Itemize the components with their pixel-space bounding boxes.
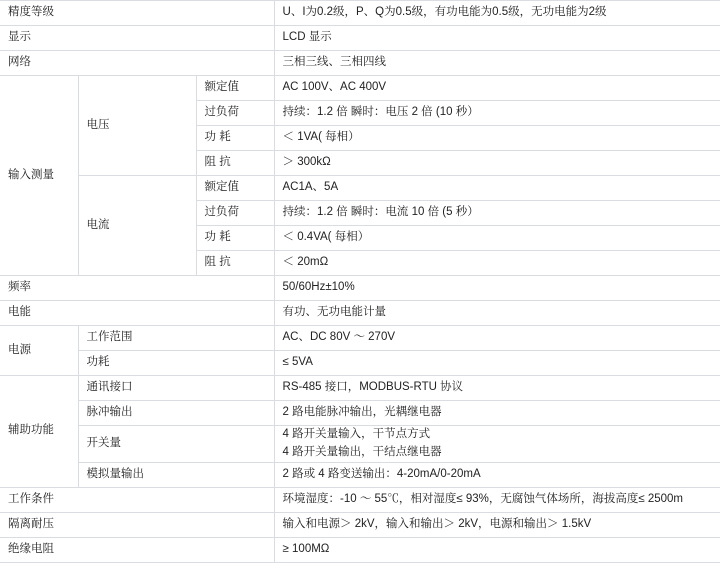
switch-io-line-1: 4 路开关量输入，干节点方式 <box>282 428 431 440</box>
sub-label-current-impedance: 阻 抗 <box>196 251 274 276</box>
sub-label-voltage-overload: 过负荷 <box>196 101 274 126</box>
row-value-voltage-overload: 持续：1.2 倍 瞬时：电压 2 倍 (10 秒） <box>274 101 720 126</box>
sub-label-comm-port: 通讯接口 <box>78 376 274 401</box>
table-row <box>0 326 720 351</box>
sub-label-voltage-impedance: 阻 抗 <box>196 151 274 176</box>
row-value-energy: 有功、无功电能计量 <box>274 301 720 326</box>
row-label-frequency: 频率 <box>0 276 274 301</box>
sub-label-switch-io: 开关量 <box>78 426 274 463</box>
table-row <box>0 301 720 326</box>
row-value-voltage-rated: AC 100V、AC 400V <box>274 76 720 101</box>
table-row <box>0 512 720 537</box>
row-value-working-condition: 环境湿度：-10 ～ 55℃，相对湿度≤ 93%，无腐蚀气体场所，海拔高度≤ 2500m <box>274 487 720 512</box>
row-label-display: 显示 <box>0 26 274 51</box>
row-value-pulse-output: 2 路电能脉冲输出，光耦继电器 <box>274 401 720 426</box>
sub-label-voltage-power: 功 耗 <box>196 126 274 151</box>
switch-io-line-2: 4 路开关量输出，干结点继电器 <box>282 445 442 458</box>
table-row <box>0 487 720 512</box>
row-value-network: 三相三线、三相四线 <box>274 51 720 76</box>
row-label-power-supply: 电源 <box>0 326 78 376</box>
row-value-isolation: 输入和电源＞ 2kV，输入和输出＞ 2kV，电源和输出＞ 1.5kV <box>274 512 720 537</box>
sub-label-current-power: 功 耗 <box>196 226 274 251</box>
row-value-working-range: AC、DC 80V ～ 270V <box>274 326 720 351</box>
row-value-insulation: ≥ 100MΩ <box>274 537 720 562</box>
row-value-consumption: ≤ 5VA <box>274 351 720 376</box>
table-row <box>0 537 720 562</box>
row-label-input-measure: 输入测量 <box>0 76 78 276</box>
table-row <box>0 462 720 487</box>
table-row <box>0 276 720 301</box>
table-row <box>0 401 720 426</box>
row-label-accuracy: 精度等级 <box>0 1 274 26</box>
table-row <box>0 1 720 26</box>
group-label-voltage: 电压 <box>78 76 196 176</box>
table-row <box>0 351 720 376</box>
row-label-working-condition: 工作条件 <box>0 487 274 512</box>
sub-label-current-rated: 额定值 <box>196 176 274 201</box>
row-label-aux-function: 辅助功能 <box>0 376 78 488</box>
table-row <box>0 51 720 76</box>
sub-label-voltage-rated: 额定值 <box>196 76 274 101</box>
group-label-current: 电流 <box>78 176 196 276</box>
sub-label-working-range: 工作范围 <box>78 326 274 351</box>
row-label-network: 网络 <box>0 51 274 76</box>
sub-label-analog-output: 模拟量输出 <box>78 462 274 487</box>
row-value-voltage-power: ＜ 1VA( 每相） <box>274 126 720 151</box>
row-label-energy: 电能 <box>0 301 274 326</box>
row-label-isolation: 隔离耐压 <box>0 512 274 537</box>
row-value-comm-port: RS-485 接口，MODBUS-RTU 协议 <box>274 376 720 401</box>
row-value-current-impedance: ＜ 20mΩ <box>274 251 720 276</box>
table-row <box>0 176 720 201</box>
row-value-accuracy: U、I为0.2级，P、Q为0.5级，有功电能为0.5级，无功电能为2级 <box>274 1 720 26</box>
row-value-frequency: 50/60Hz±10% <box>274 276 720 301</box>
table-row <box>0 426 720 463</box>
row-value-analog-output: 2 路或 4 路变送输出：4-20mA/0-20mA <box>274 462 720 487</box>
table-row <box>0 76 720 101</box>
sub-label-current-overload: 过负荷 <box>196 201 274 226</box>
sub-label-consumption: 功耗 <box>78 351 274 376</box>
row-label-insulation: 绝缘电阻 <box>0 537 274 562</box>
row-value-voltage-impedance: ＞ 300kΩ <box>274 151 720 176</box>
row-value-display: LCD 显示 <box>274 26 720 51</box>
row-value-switch-io <box>274 426 720 463</box>
table-row <box>0 26 720 51</box>
row-value-current-overload: 持续：1.2 倍 瞬时：电流 10 倍 (5 秒） <box>274 201 720 226</box>
row-value-current-rated: AC1A、5A <box>274 176 720 201</box>
sub-label-pulse-output: 脉冲输出 <box>78 401 274 426</box>
table-row <box>0 376 720 401</box>
row-value-current-power: ＜ 0.4VA( 每相） <box>274 226 720 251</box>
